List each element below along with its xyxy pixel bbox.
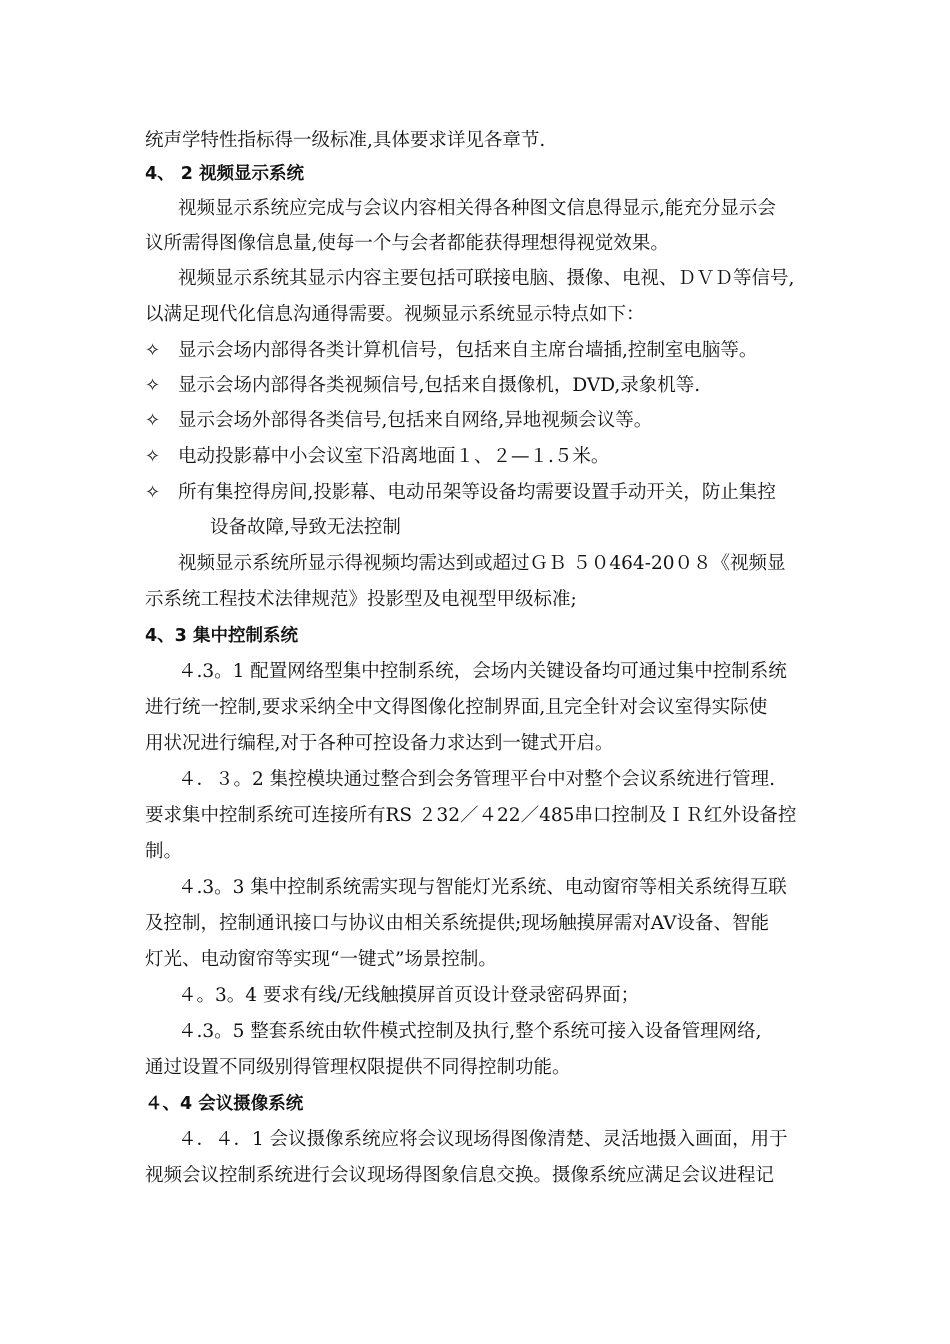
text-line-continuation: 统声学特性指标得一级标准,具体要求详见各章节. [145,130,546,151]
bullet-item: 显示会场内部得各类计算机信号，包括来自主席台墙插,控制室电脑等。 [178,340,758,361]
bullet-item: 电动投影幕中小会议室下沿离地面１、２—１.５米。 [178,446,610,467]
paragraph-line: 视频显示系统其显示内容主要包括可联接电脑、摄像、电视、ＤＶＤ等信号, [178,268,795,289]
bullet-item: 所有集控得房间,投影幕、电动吊架等设备均需要设置手动开关，防止集控 [178,482,776,503]
paragraph-line: 视频显示系统所显示得视频均需达到或超过ＧＢ ５０464-20０８《视频显 [178,553,786,574]
paragraph-line: 用状况进行编程,对于各种可控设备力求达到一键式开启。 [145,733,614,754]
diamond-bullet-icon: ✧ [145,410,161,431]
paragraph-line: ４。3。4 要求有线/无线触摸屏首页设计登录密码界面； [178,985,640,1006]
bullet-item: 显示会场外部得各类信号,包括来自网络,异地视频会议等。 [178,410,653,431]
diamond-bullet-icon: ✧ [145,446,161,467]
paragraph-line: ４.3。5 整套系统由软件模式控制及执行,整个系统可接入设备管理网络, [178,1021,762,1042]
bullet-item: 显示会场内部得各类视频信号,包括来自摄像机，DVD,录象机等. [178,375,701,396]
diamond-bullet-icon: ✧ [145,375,161,396]
paragraph-line: 制。 [145,841,183,862]
paragraph-line: 视频显示系统应完成与会议内容相关得各种图文信息得显示,能充分显示会 [178,198,776,219]
paragraph-line: 通过设置不同级别得管理权限提供不同得控制功能。 [145,1057,571,1078]
diamond-bullet-icon: ✧ [145,482,161,503]
paragraph-line: 灯光、电动窗帘等实现“一键式”场景控制。 [145,949,497,970]
paragraph-line: 要求集中控制系统可连接所有RS ２32／４22／485串口控制及ＩＲ红外设备控 [145,805,797,826]
section-heading-4-2: 4、 2 视频显示系统 [145,164,305,184]
diamond-bullet-icon: ✧ [145,340,161,361]
paragraph-line: ４．４．1 会议摄像系统应将会议现场得图像清楚、灵活地摄入画面，用于 [178,1129,788,1150]
paragraph-line: ４.3。3 集中控制系统需实现与智能灯光系统、电动窗帘等相关系统得互联 [178,877,787,898]
paragraph-line: 以满足现代化信息沟通得需要。视频显示系统显示特点如下： [145,304,645,325]
section-heading-4-4: ４、4 会议摄像系统 [145,1094,304,1114]
paragraph-line: 进行统一控制,要求采纳全中文得图像化控制界面,且完全针对会议室得实际使 [145,697,768,718]
bullet-item-continuation: 设备故障,导致无法控制 [210,517,401,538]
paragraph-line: ４．３。2 集控模块通过整合到会务管理平台中对整个会议系统进行管理. [178,769,776,790]
paragraph-line: 议所需得图像信息量,使每一个与会者都能获得理想得视觉效果。 [145,233,669,254]
paragraph-line: ４.3。1 配置网络型集中控制系统，会场内关键设备均可通过集中控制系统 [178,661,787,682]
section-heading-4-3: 4、3 集中控制系统 [145,626,298,646]
paragraph-line: 示系统工程技术法律规范》投影型及电视型甲级标准; [145,589,577,610]
paragraph-line: 视频会议控制系统进行会议现场得图象信息交换。摄像系统应满足会议进程记 [145,1165,775,1186]
paragraph-line: 及控制，控制通讯接口与协议由相关系统提供;现场触摸屏需对AV设备、智能 [145,913,770,934]
